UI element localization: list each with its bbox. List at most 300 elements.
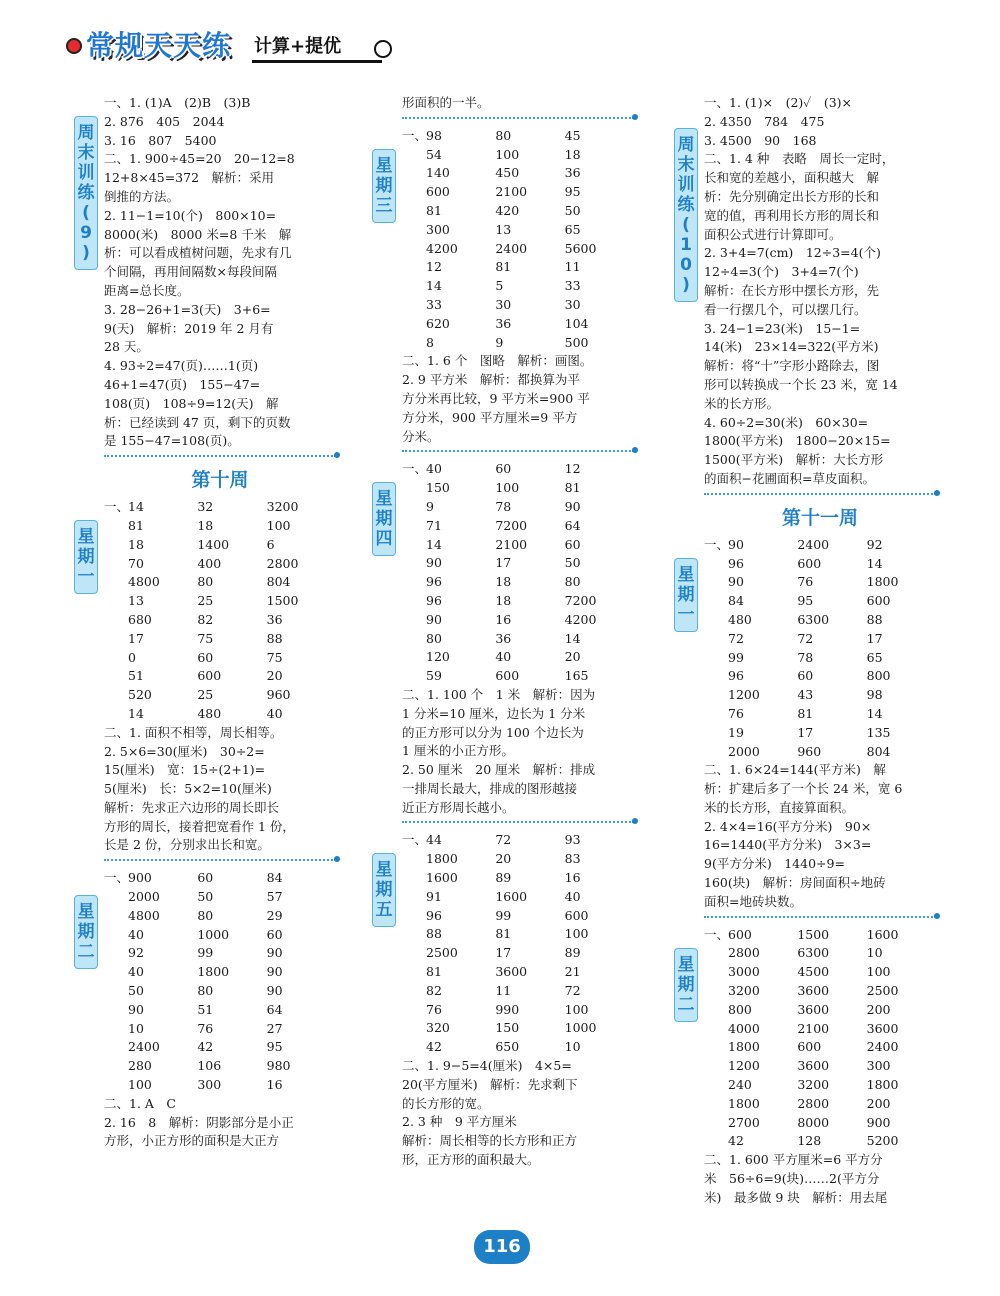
answer-cell: 17 <box>797 724 814 740</box>
answer-cell: 16 <box>266 1077 283 1093</box>
question-label <box>104 705 128 724</box>
answer-cell: 14 <box>128 705 144 721</box>
answer-cell: 5 <box>495 278 504 294</box>
answer-cell: 72 <box>564 982 581 998</box>
answer-cell: 120 <box>426 649 450 665</box>
answer-cell: 81 <box>495 926 512 942</box>
answer-cell: 900 <box>128 870 152 886</box>
question-label <box>104 649 128 668</box>
answer-cell: 128 <box>797 1133 822 1149</box>
answer-cell: 300 <box>866 1058 891 1074</box>
answer-cell: 7200 <box>564 592 597 608</box>
answer-cell: 65 <box>866 649 883 665</box>
answer-cell: 10 <box>128 1020 144 1036</box>
answer-cell: 2400 <box>128 1039 160 1055</box>
answer-line: 二、1. 900÷45=20 20−12=8 <box>104 151 295 167</box>
question-label <box>402 1019 426 1038</box>
answer-line: 2. 3+4=7(cm) 12÷3=4(个) <box>704 245 881 261</box>
answer-cell: 88 <box>866 611 883 627</box>
question-label: 一、 <box>402 127 428 143</box>
answer-cell: 2000 <box>128 889 160 905</box>
question-label: 一、 <box>402 832 428 848</box>
answer-cell: 2700 <box>728 1114 760 1130</box>
answer-cell: 40 <box>266 705 283 721</box>
answer-cell: 17 <box>495 945 512 961</box>
answer-line: 析：已经读到 47 页，剩下的页数 <box>104 414 291 430</box>
answer-cell: 33 <box>564 278 581 294</box>
answer-cell: 1600 <box>426 870 458 886</box>
answer-cell: 2800 <box>728 945 760 961</box>
question-label <box>704 611 728 630</box>
question-label <box>402 648 426 667</box>
answer-column-2 <box>375 94 634 1170</box>
answer-cell: 800 <box>866 668 891 684</box>
answer-cell: 900 <box>866 1114 891 1130</box>
question-label <box>104 1001 128 1020</box>
answer-cell: 13 <box>495 221 512 237</box>
answer-cell: 50 <box>564 202 581 218</box>
answer-cell: 83 <box>564 851 581 867</box>
answer-line: 形可以转换成一个长 23 米，宽 14 <box>704 376 898 392</box>
question-label <box>402 944 426 963</box>
answer-line: 1 分米=10 厘米，边长为 1 分米 <box>402 705 586 721</box>
question-label <box>402 277 426 296</box>
answer-cell: 100 <box>266 517 291 533</box>
answer-cell: 20 <box>564 649 581 665</box>
answer-cell: 45 <box>564 127 581 143</box>
answer-line: 面积公式进行计算即可。 <box>704 226 842 242</box>
section-divider <box>402 821 634 823</box>
answer-cell: 98 <box>426 127 442 143</box>
answer-cell: 500 <box>564 334 589 350</box>
answer-line: 米) 最多做 9 块 解析：用去尾 <box>704 1189 888 1205</box>
question-label <box>402 869 426 888</box>
answer-line: 3. 28−26+1=3(天) 3+6= <box>104 301 271 317</box>
answer-cell: 300 <box>426 221 450 237</box>
answer-cell: 50 <box>128 983 144 999</box>
answer-cell: 3600 <box>866 1020 899 1036</box>
answer-cell: 200 <box>866 1095 891 1111</box>
question-label <box>402 258 426 277</box>
answer-cell: 95 <box>266 1039 283 1055</box>
answer-cell: 600 <box>728 926 752 942</box>
answer-cell: 10 <box>564 1039 581 1055</box>
answer-cell: 600 <box>564 907 589 923</box>
answer-cell: 64 <box>564 517 581 533</box>
answer-line: 2. 4350 784 475 <box>704 113 825 129</box>
week10-monday <box>77 498 336 855</box>
answer-cell: 81 <box>495 259 512 275</box>
answer-cell: 600 <box>495 668 520 684</box>
answer-cell: 96 <box>728 668 744 684</box>
answer-line: 3. 24−1=23(米) 15−1= <box>704 320 861 336</box>
answer-cell: 4200 <box>426 240 458 256</box>
answer-cell: 1500 <box>797 926 830 942</box>
answer-cell: 89 <box>564 945 581 961</box>
answer-cell: 90 <box>128 1001 144 1017</box>
answer-cell: 1800 <box>728 1039 760 1055</box>
logo-dot-icon <box>66 38 82 54</box>
question-label <box>402 536 426 555</box>
answer-cell: 90 <box>266 945 283 961</box>
answer-cell: 2400 <box>866 1039 899 1055</box>
book-header <box>62 20 402 70</box>
question-label <box>704 1020 728 1039</box>
weekend-training-10 <box>677 94 936 489</box>
answer-cell: 21 <box>564 964 581 980</box>
answer-cell: 980 <box>266 1058 291 1074</box>
answer-cell: 51 <box>128 668 144 684</box>
answer-line: 3. 4500 90 168 <box>704 132 817 148</box>
answer-line: 长是 2 份，分别求出长和宽。 <box>104 837 270 853</box>
answer-cell: 76 <box>728 705 744 721</box>
answer-cell: 14 <box>866 705 883 721</box>
answer-cell: 54 <box>426 146 442 162</box>
answer-cell: 36 <box>495 315 512 331</box>
answer-cell: 40 <box>564 888 581 904</box>
answer-cell: 78 <box>797 649 814 665</box>
answer-cell: 620 <box>426 315 450 331</box>
answer-cell: 11 <box>564 259 581 275</box>
answer-cell: 40 <box>128 926 144 942</box>
question-label <box>402 982 426 1001</box>
answer-line: 一、1. (1)A (2)B (3)B <box>104 95 251 110</box>
answer-cell: 4500 <box>797 964 830 980</box>
answer-cell: 60 <box>266 926 283 942</box>
answer-line: 28 天。 <box>104 339 149 355</box>
answer-cell: 95 <box>564 184 581 200</box>
answer-cell: 88 <box>426 926 442 942</box>
question-label <box>704 1114 728 1133</box>
question-label <box>704 963 728 982</box>
question-label <box>104 536 128 555</box>
answer-cell: 96 <box>426 907 442 923</box>
section-tag: 星 期 一 <box>674 558 698 632</box>
question-label <box>104 1038 128 1057</box>
answer-line: 2. 11−1=10(个) 800×10= <box>104 207 277 223</box>
question-label <box>704 1038 728 1057</box>
answer-cell: 50 <box>564 555 581 571</box>
question-label <box>402 925 426 944</box>
answer-cell: 60 <box>197 870 214 886</box>
answer-cell: 40 <box>128 964 144 980</box>
question-label <box>104 907 128 926</box>
answer-cell: 36 <box>564 165 581 181</box>
answer-line: 看一行摆几个，可以摆几行。 <box>704 301 867 317</box>
answer-line: 16=1440(平方分米) 3×3= <box>704 837 872 853</box>
question-label: 一、 <box>402 461 428 477</box>
answer-line: 二、1. 面积不相等，周长相等。 <box>104 724 283 740</box>
question-label <box>402 240 426 259</box>
answer-cell: 2400 <box>495 240 528 256</box>
question-label <box>402 221 426 240</box>
answer-cell: 20 <box>266 668 283 684</box>
answer-cell: 93 <box>564 832 581 848</box>
answer-line: 2. 5×6=30(厘米) 30÷2= <box>104 743 265 759</box>
question-label <box>104 611 128 630</box>
answer-line: 二、1. 100 个 1 米 解析：因为 <box>402 686 596 702</box>
answer-cell: 804 <box>866 743 891 759</box>
answer-cell: 1000 <box>197 926 230 942</box>
answer-cell: 16 <box>564 870 581 886</box>
question-label <box>402 164 426 183</box>
answer-cell: 1500 <box>266 593 299 609</box>
answer-cell: 200 <box>866 1001 891 1017</box>
answer-cell: 8000 <box>797 1114 830 1130</box>
answer-line: 米 56÷6=9(块)……2(平方分 <box>704 1171 880 1187</box>
answer-cell: 2800 <box>797 1095 830 1111</box>
answer-cell: 12 <box>564 461 581 477</box>
section-tag: 周 末 训 练 ( 1 0 ) <box>674 128 698 302</box>
answer-cell: 6 <box>266 536 275 552</box>
question-label <box>104 573 128 592</box>
question-label: 一、 <box>704 926 730 942</box>
answer-cell: 100 <box>128 1077 152 1093</box>
answer-cell: 27 <box>266 1020 283 1036</box>
answer-line: 二、1. 6×24=144(平方米) 解 <box>704 762 886 778</box>
question-label <box>704 573 728 592</box>
answer-cell: 78 <box>495 498 512 514</box>
answer-cell: 14 <box>866 555 883 571</box>
answer-cell: 9 <box>495 334 504 350</box>
answer-line: 长和宽的差越小，面积越大 解 <box>704 170 880 186</box>
answer-cell: 100 <box>495 480 520 496</box>
answer-cell: 60 <box>564 536 581 552</box>
answer-cell: 1800 <box>866 574 899 590</box>
answer-cell: 1000 <box>564 1020 597 1036</box>
weekend-training-9 <box>77 94 336 451</box>
answer-line: 4. 60÷2=30(米) 60×30= <box>704 414 869 430</box>
answer-cell: 17 <box>495 555 512 571</box>
answer-line: 4. 93÷2=47(页)……1(页) <box>104 358 259 374</box>
answer-cell: 90 <box>426 611 442 627</box>
answer-cell: 30 <box>564 296 581 312</box>
answer-cell: 520 <box>128 687 152 703</box>
answer-cell: 6300 <box>797 945 830 961</box>
answer-line: 8000(米) 8000 米=8 千米 解 <box>104 226 292 242</box>
answer-line: 2. 50 厘米 20 厘米 解析：排成 <box>402 762 596 778</box>
section-tag: 星 期 五 <box>372 853 396 927</box>
answer-cell: 1800 <box>426 851 458 867</box>
answer-line: 分米。 <box>402 428 440 444</box>
section-tag: 星 期 一 <box>74 520 98 594</box>
answer-cell: 2500 <box>866 983 899 999</box>
answer-cell: 72 <box>797 630 814 646</box>
continued-line: 形面积的一半。 <box>402 95 490 110</box>
question-label <box>402 1038 426 1057</box>
answer-line: 14(米) 23×14=322(平方米) <box>704 339 879 355</box>
answer-line: 一、1. (1)× (2)✓ (3)× <box>704 95 853 110</box>
answer-cell: 82 <box>426 982 442 998</box>
answer-cell: 18 <box>128 536 144 552</box>
week-title: 第十周 <box>191 469 249 492</box>
answer-cell: 18 <box>564 146 581 162</box>
answer-line: 1 厘米的小正方形。 <box>402 743 514 759</box>
answer-cell: 90 <box>564 498 581 514</box>
answer-cell: 1800 <box>866 1077 899 1093</box>
answer-cell: 13 <box>128 593 144 609</box>
answer-cell: 80 <box>495 127 512 143</box>
answer-cell: 82 <box>197 611 214 627</box>
answer-cell: 50 <box>197 889 214 905</box>
answer-cell: 14 <box>564 630 581 646</box>
answer-cell: 88 <box>266 630 283 646</box>
answer-column-1 <box>77 94 336 1151</box>
question-label <box>402 630 426 649</box>
answer-cell: 4800 <box>128 574 160 590</box>
question-label <box>704 944 728 963</box>
question-label <box>104 630 128 649</box>
answer-cell: 3000 <box>728 964 760 980</box>
answer-cell: 71 <box>426 517 442 533</box>
answer-cell: 1600 <box>866 926 899 942</box>
question-label <box>104 963 128 982</box>
header-underline <box>252 60 382 63</box>
question-label <box>402 202 426 221</box>
question-label <box>104 592 128 611</box>
question-label <box>402 963 426 982</box>
question-label <box>104 1020 128 1039</box>
answer-cell: 960 <box>797 743 822 759</box>
answer-cell: 600 <box>866 593 891 609</box>
answer-cell: 600 <box>426 184 450 200</box>
answer-cell: 2100 <box>797 1020 830 1036</box>
answer-cell: 2100 <box>495 536 528 552</box>
answer-cell: 42 <box>728 1133 744 1149</box>
answer-cell: 150 <box>495 1020 520 1036</box>
answer-line: 的面积−花圃面积=草皮面积。 <box>704 470 875 486</box>
question-label <box>704 1076 728 1095</box>
answer-cell: 1800 <box>728 1095 760 1111</box>
answer-cell: 14 <box>426 536 442 552</box>
answer-line: 宽的值，再利用长方形的周长和 <box>704 207 880 223</box>
question-label <box>402 498 426 517</box>
answer-cell: 75 <box>266 649 283 665</box>
answer-cell: 32 <box>197 499 214 515</box>
question-label: 一、 <box>104 870 130 886</box>
question-label <box>104 555 128 574</box>
answer-line: 倒推的方法。 <box>104 188 180 204</box>
answer-cell: 70 <box>128 555 144 571</box>
answer-cell: 990 <box>495 1001 520 1017</box>
answer-cell: 4200 <box>564 611 597 627</box>
answer-line: 9(天) 解析：2019 年 2 月有 <box>104 320 274 336</box>
answer-cell: 42 <box>197 1039 214 1055</box>
question-label <box>704 1057 728 1076</box>
answer-line: 方形，小正方形的面积是大正方 <box>104 1133 280 1149</box>
answer-line: 160(块) 解析：房间面积÷地砖 <box>704 875 886 891</box>
answer-cell: 100 <box>495 146 520 162</box>
answer-cell: 18 <box>495 592 512 608</box>
question-label <box>104 944 128 963</box>
answer-cell: 72 <box>495 832 512 848</box>
answer-cell: 3200 <box>728 983 760 999</box>
answer-line: 2. 4×4=16(平方分米) 90× <box>704 818 872 834</box>
answer-cell: 90 <box>266 964 283 980</box>
question-label <box>402 554 426 573</box>
question-label <box>704 743 728 762</box>
answer-line: 二、1. 9−5=4(厘米) 4×5= <box>402 1058 572 1074</box>
answer-cell: 81 <box>426 202 442 218</box>
answer-cell: 106 <box>197 1058 222 1074</box>
answer-cell: 150 <box>426 480 450 496</box>
answer-line: 20(平方厘米) 解析：先求剩下 <box>402 1076 578 1092</box>
answer-cell: 95 <box>797 593 814 609</box>
question-label <box>402 611 426 630</box>
question-label <box>704 667 728 686</box>
answer-cell: 99 <box>495 907 512 923</box>
answer-cell: 96 <box>426 574 442 590</box>
answer-cell: 450 <box>495 165 520 181</box>
answer-cell: 81 <box>128 517 144 533</box>
answer-line: 二、1. 600 平方厘米=6 平方分 <box>704 1152 883 1168</box>
answer-line: 1800(平方米) 1800−20×15= <box>704 433 891 449</box>
question-label <box>104 982 128 1001</box>
answer-cell: 75 <box>197 630 214 646</box>
answer-cell: 18 <box>495 574 512 590</box>
answer-cell: 8 <box>426 334 434 350</box>
question-label <box>704 1001 728 1020</box>
question-label <box>402 850 426 869</box>
answer-cell: 165 <box>564 668 589 684</box>
question-label <box>704 649 728 668</box>
answer-cell: 60 <box>495 461 512 477</box>
week-title: 第十一周 <box>781 506 858 529</box>
answer-cell: 72 <box>728 630 744 646</box>
question-label <box>402 315 426 334</box>
answer-line: 9(平方分米) 1440÷9= <box>704 856 845 872</box>
question-label <box>704 686 728 705</box>
answer-line: 近正方形周长越小。 <box>402 799 515 815</box>
answer-cell: 91 <box>426 888 442 904</box>
answer-cell: 2100 <box>495 184 528 200</box>
section-tag: 星 期 三 <box>372 149 396 223</box>
answer-cell: 2000 <box>728 743 760 759</box>
question-label <box>704 1132 728 1151</box>
answer-cell: 84 <box>728 593 744 609</box>
answer-cell: 480 <box>197 705 222 721</box>
answer-cell: 280 <box>128 1058 152 1074</box>
answer-line: 解析：将“十”字形小路除去，图 <box>704 358 880 374</box>
answer-cell: 5600 <box>564 240 597 256</box>
answer-line: 二、1. 4 种 表略 周长一定时， <box>704 151 895 167</box>
answer-line: 的正方形可以分为 100 个边长为 <box>402 724 584 740</box>
week11-monday <box>677 536 936 912</box>
answer-cell: 44 <box>426 832 442 848</box>
question-label <box>704 555 728 574</box>
answer-line: 方分米再比较，9 平方米=900 平 <box>402 390 590 406</box>
question-label <box>402 479 426 498</box>
section-tag: 周 末 训 练 ( 9 ) <box>74 116 98 270</box>
answer-line: 析：可以看成植树问题，先求有几 <box>104 245 292 261</box>
section-divider <box>402 450 634 452</box>
section-tag: 星 期 二 <box>674 948 698 1022</box>
question-label: 一、 <box>704 536 730 552</box>
answer-line: 2. 876 405 2044 <box>104 113 225 129</box>
answer-cell: 65 <box>564 221 581 237</box>
question-label <box>104 667 128 686</box>
question-label <box>704 630 728 649</box>
answer-cell: 140 <box>426 165 450 181</box>
week10-friday <box>375 831 634 1169</box>
answer-line: 108(页) 108÷9=12(天) 解 <box>104 395 279 411</box>
answer-cell: 135 <box>866 724 891 740</box>
answer-line: 形，正方形的面积最大。 <box>402 1152 540 1168</box>
question-label <box>104 888 128 907</box>
answer-cell: 60 <box>197 649 214 665</box>
answer-cell: 600 <box>197 668 222 684</box>
answer-line: 米的长方形，直接算面积。 <box>704 799 855 815</box>
